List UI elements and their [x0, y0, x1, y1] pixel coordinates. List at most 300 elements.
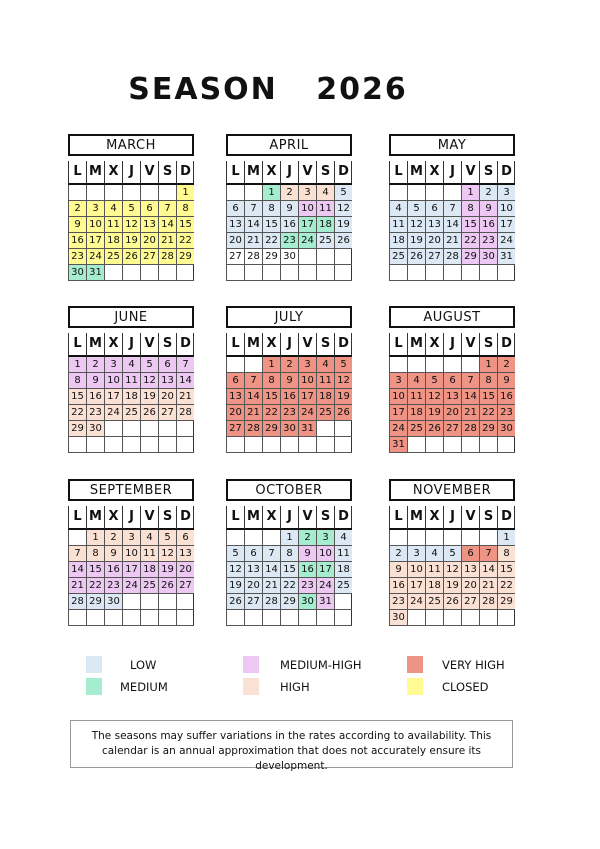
weekday-header: J — [280, 506, 298, 530]
weekday-header-row — [389, 506, 515, 530]
weekday-header: S — [479, 506, 497, 530]
day-cell: 18 — [407, 405, 425, 421]
weekday-header: J — [443, 506, 461, 530]
empty-cell — [334, 421, 352, 437]
day-cell: 5 — [122, 201, 140, 217]
day-cell: 24 — [497, 233, 515, 249]
day-grid — [68, 185, 194, 281]
weekday-header-row — [226, 161, 352, 185]
day-cell: 25 — [389, 249, 407, 265]
weekday-header: S — [316, 506, 334, 530]
month-name: MARCH — [68, 134, 194, 156]
empty-cell — [226, 357, 244, 373]
empty-cell — [407, 530, 425, 546]
empty-cell — [334, 610, 352, 626]
day-cell: 21 — [244, 405, 262, 421]
empty-cell — [158, 265, 176, 281]
day-cell: 29 — [479, 421, 497, 437]
day-cell: 14 — [176, 373, 194, 389]
month-july — [226, 306, 352, 453]
month-name: AUGUST — [389, 306, 515, 328]
day-cell: 6 — [425, 201, 443, 217]
day-cell: 16 — [68, 233, 86, 249]
empty-cell — [479, 437, 497, 453]
weekday-header: X — [425, 161, 443, 185]
day-cell: 14 — [68, 562, 86, 578]
weekday-header-row — [226, 333, 352, 357]
day-cell: 9 — [280, 201, 298, 217]
empty-cell — [226, 610, 244, 626]
day-cell: 28 — [244, 249, 262, 265]
empty-cell — [407, 185, 425, 201]
day-cell: 8 — [68, 373, 86, 389]
day-cell: 18 — [389, 233, 407, 249]
day-cell: 28 — [479, 594, 497, 610]
day-cell: 27 — [443, 421, 461, 437]
day-cell: 1 — [262, 185, 280, 201]
day-cell: 14 — [158, 217, 176, 233]
day-cell: 3 — [122, 530, 140, 546]
weekday-header-row — [389, 333, 515, 357]
day-cell: 14 — [262, 562, 280, 578]
weekday-header: V — [140, 333, 158, 357]
day-cell: 4 — [104, 201, 122, 217]
day-cell: 10 — [104, 373, 122, 389]
weekday-header: D — [497, 506, 515, 530]
day-cell: 30 — [389, 610, 407, 626]
day-cell: 3 — [497, 185, 515, 201]
day-cell: 17 — [407, 578, 425, 594]
empty-cell — [140, 421, 158, 437]
weekday-header: V — [298, 506, 316, 530]
day-cell: 30 — [104, 594, 122, 610]
day-cell: 13 — [425, 217, 443, 233]
day-cell: 12 — [443, 562, 461, 578]
month-may — [389, 134, 515, 281]
empty-cell — [176, 265, 194, 281]
weekday-header-row — [68, 506, 194, 530]
day-cell: 31 — [298, 421, 316, 437]
day-cell: 24 — [407, 594, 425, 610]
day-cell: 22 — [176, 233, 194, 249]
day-cell: 7 — [479, 546, 497, 562]
weekday-header: M — [86, 333, 104, 357]
day-cell: 26 — [226, 594, 244, 610]
day-cell: 21 — [443, 233, 461, 249]
empty-cell — [316, 265, 334, 281]
empty-cell — [158, 185, 176, 201]
day-cell: 27 — [461, 594, 479, 610]
day-cell: 5 — [140, 357, 158, 373]
day-cell: 12 — [158, 546, 176, 562]
day-cell: 16 — [104, 562, 122, 578]
day-cell: 12 — [140, 373, 158, 389]
day-cell: 22 — [479, 405, 497, 421]
empty-cell — [479, 610, 497, 626]
day-cell: 28 — [443, 249, 461, 265]
empty-cell — [262, 530, 280, 546]
empty-cell — [104, 421, 122, 437]
day-cell: 8 — [461, 201, 479, 217]
day-cell: 28 — [176, 405, 194, 421]
day-cell: 28 — [461, 421, 479, 437]
weekday-header: M — [244, 161, 262, 185]
day-cell: 30 — [298, 594, 316, 610]
day-cell: 27 — [226, 249, 244, 265]
legend-label-high: HIGH — [280, 680, 310, 694]
day-cell: 19 — [140, 389, 158, 405]
empty-cell — [425, 265, 443, 281]
empty-cell — [104, 437, 122, 453]
day-cell: 26 — [122, 249, 140, 265]
empty-cell — [389, 357, 407, 373]
weekday-header: X — [262, 506, 280, 530]
day-cell: 10 — [298, 201, 316, 217]
day-cell: 18 — [104, 233, 122, 249]
day-cell: 3 — [316, 530, 334, 546]
day-cell: 31 — [389, 437, 407, 453]
day-cell: 16 — [298, 562, 316, 578]
day-cell: 13 — [176, 546, 194, 562]
day-cell: 27 — [140, 249, 158, 265]
empty-cell — [497, 265, 515, 281]
day-cell: 10 — [86, 217, 104, 233]
day-cell: 6 — [226, 373, 244, 389]
day-cell: 14 — [244, 217, 262, 233]
empty-cell — [244, 530, 262, 546]
empty-cell — [461, 357, 479, 373]
empty-cell — [68, 437, 86, 453]
empty-cell — [122, 437, 140, 453]
weekday-header: D — [334, 333, 352, 357]
day-cell: 17 — [104, 389, 122, 405]
day-cell: 2 — [280, 357, 298, 373]
day-cell: 27 — [425, 249, 443, 265]
day-cell: 20 — [443, 405, 461, 421]
empty-cell — [443, 610, 461, 626]
weekday-header: D — [334, 161, 352, 185]
day-cell: 13 — [443, 389, 461, 405]
day-cell: 4 — [389, 201, 407, 217]
weekday-header: L — [389, 333, 407, 357]
weekday-header: L — [389, 506, 407, 530]
month-name: OCTOBER — [226, 479, 352, 501]
day-cell: 17 — [298, 217, 316, 233]
day-cell: 19 — [407, 233, 425, 249]
day-cell: 6 — [140, 201, 158, 217]
day-cell: 12 — [334, 201, 352, 217]
day-cell: 6 — [226, 201, 244, 217]
day-cell: 11 — [425, 562, 443, 578]
empty-cell — [104, 265, 122, 281]
day-cell: 23 — [389, 594, 407, 610]
empty-cell — [443, 530, 461, 546]
day-cell: 23 — [68, 249, 86, 265]
day-cell: 4 — [140, 530, 158, 546]
day-cell: 14 — [244, 389, 262, 405]
day-cell: 26 — [140, 405, 158, 421]
weekday-header: J — [443, 161, 461, 185]
day-cell: 16 — [389, 578, 407, 594]
weekday-header: V — [298, 161, 316, 185]
day-cell: 18 — [140, 562, 158, 578]
day-cell: 17 — [86, 233, 104, 249]
empty-cell — [68, 185, 86, 201]
empty-cell — [158, 610, 176, 626]
weekday-header: S — [158, 333, 176, 357]
legend-swatch-medium-high — [243, 656, 259, 673]
day-cell: 5 — [334, 185, 352, 201]
day-cell: 4 — [334, 530, 352, 546]
day-cell: 29 — [86, 594, 104, 610]
day-cell: 21 — [262, 578, 280, 594]
month-name: JUNE — [68, 306, 194, 328]
day-cell: 19 — [334, 217, 352, 233]
weekday-header: D — [497, 161, 515, 185]
empty-cell — [316, 421, 334, 437]
day-cell: 23 — [479, 233, 497, 249]
day-cell: 15 — [497, 562, 515, 578]
empty-cell — [176, 594, 194, 610]
day-cell: 17 — [122, 562, 140, 578]
day-cell: 23 — [280, 233, 298, 249]
empty-cell — [86, 185, 104, 201]
weekday-header: S — [316, 161, 334, 185]
month-august — [389, 306, 515, 453]
empty-cell — [479, 530, 497, 546]
page-title: SEASON 2026 — [128, 72, 408, 107]
empty-cell — [443, 185, 461, 201]
day-cell: 22 — [68, 405, 86, 421]
day-cell: 9 — [86, 373, 104, 389]
month-name: MAY — [389, 134, 515, 156]
day-cell: 21 — [244, 233, 262, 249]
day-cell: 19 — [158, 562, 176, 578]
empty-cell — [407, 610, 425, 626]
day-cell: 21 — [68, 578, 86, 594]
day-cell: 28 — [68, 594, 86, 610]
day-cell: 1 — [86, 530, 104, 546]
day-cell: 3 — [298, 357, 316, 373]
day-cell: 26 — [158, 578, 176, 594]
weekday-header-row — [68, 333, 194, 357]
day-cell: 2 — [479, 185, 497, 201]
weekday-header: X — [104, 333, 122, 357]
day-cell: 1 — [68, 357, 86, 373]
day-cell: 21 — [176, 389, 194, 405]
day-cell: 31 — [497, 249, 515, 265]
day-cell: 5 — [226, 546, 244, 562]
day-cell: 26 — [334, 233, 352, 249]
weekday-header: X — [104, 506, 122, 530]
day-cell: 24 — [122, 578, 140, 594]
day-cell: 26 — [407, 249, 425, 265]
day-cell: 4 — [122, 357, 140, 373]
day-cell: 21 — [461, 405, 479, 421]
weekday-header: L — [68, 333, 86, 357]
empty-cell — [443, 265, 461, 281]
day-cell: 24 — [86, 249, 104, 265]
day-cell: 20 — [140, 233, 158, 249]
empty-cell — [122, 421, 140, 437]
weekday-header: L — [389, 161, 407, 185]
day-cell: 5 — [158, 530, 176, 546]
day-cell: 1 — [176, 185, 194, 201]
day-grid — [68, 530, 194, 626]
day-cell: 17 — [316, 562, 334, 578]
day-cell: 6 — [443, 373, 461, 389]
day-cell: 25 — [425, 594, 443, 610]
weekday-header: V — [298, 333, 316, 357]
day-cell: 27 — [226, 421, 244, 437]
day-cell: 23 — [104, 578, 122, 594]
day-cell: 20 — [226, 233, 244, 249]
day-cell: 2 — [86, 357, 104, 373]
empty-cell — [244, 357, 262, 373]
day-cell: 22 — [262, 233, 280, 249]
day-cell: 16 — [280, 389, 298, 405]
day-cell: 21 — [158, 233, 176, 249]
weekday-header: M — [244, 333, 262, 357]
day-cell: 11 — [334, 546, 352, 562]
legend-swatch-very-high — [407, 656, 423, 673]
day-cell: 18 — [425, 578, 443, 594]
day-cell: 25 — [140, 578, 158, 594]
day-cell: 30 — [280, 249, 298, 265]
day-cell: 8 — [497, 546, 515, 562]
day-cell: 12 — [226, 562, 244, 578]
day-cell: 14 — [443, 217, 461, 233]
day-cell: 15 — [86, 562, 104, 578]
day-cell: 16 — [479, 217, 497, 233]
day-cell: 24 — [104, 405, 122, 421]
day-cell: 9 — [68, 217, 86, 233]
weekday-header: D — [176, 506, 194, 530]
day-grid — [68, 357, 194, 453]
empty-cell — [316, 610, 334, 626]
empty-cell — [461, 437, 479, 453]
weekday-header: L — [68, 506, 86, 530]
day-cell: 15 — [176, 217, 194, 233]
day-cell: 29 — [262, 421, 280, 437]
empty-cell — [425, 357, 443, 373]
day-cell: 29 — [68, 421, 86, 437]
day-cell: 19 — [443, 578, 461, 594]
empty-cell — [461, 610, 479, 626]
empty-cell — [244, 265, 262, 281]
legend-swatch-low — [86, 656, 102, 673]
day-cell: 22 — [262, 405, 280, 421]
empty-cell — [298, 610, 316, 626]
day-cell: 6 — [461, 546, 479, 562]
day-cell: 1 — [262, 357, 280, 373]
empty-cell — [316, 437, 334, 453]
day-cell: 12 — [425, 389, 443, 405]
weekday-header: S — [479, 161, 497, 185]
day-cell: 18 — [334, 562, 352, 578]
weekday-header: V — [461, 161, 479, 185]
legend-label-low: LOW — [130, 658, 157, 672]
day-cell: 22 — [497, 578, 515, 594]
day-cell: 20 — [226, 405, 244, 421]
day-cell: 11 — [104, 217, 122, 233]
day-cell: 18 — [316, 217, 334, 233]
empty-cell — [316, 249, 334, 265]
day-cell: 31 — [316, 594, 334, 610]
day-cell: 19 — [122, 233, 140, 249]
day-cell: 13 — [140, 217, 158, 233]
day-cell: 15 — [262, 217, 280, 233]
month-name: APRIL — [226, 134, 352, 156]
day-cell: 26 — [425, 421, 443, 437]
empty-cell — [262, 265, 280, 281]
empty-cell — [280, 437, 298, 453]
weekday-header: D — [497, 333, 515, 357]
day-cell: 30 — [86, 421, 104, 437]
day-cell: 27 — [176, 578, 194, 594]
day-grid — [226, 357, 352, 453]
day-cell: 24 — [298, 405, 316, 421]
legend-swatch-high — [243, 678, 259, 695]
day-cell: 2 — [298, 530, 316, 546]
day-cell: 5 — [334, 357, 352, 373]
day-grid — [389, 530, 515, 626]
weekday-header-row — [389, 161, 515, 185]
day-cell: 3 — [298, 185, 316, 201]
day-cell: 22 — [280, 578, 298, 594]
day-cell: 24 — [298, 233, 316, 249]
day-cell: 9 — [104, 546, 122, 562]
day-cell: 11 — [316, 201, 334, 217]
empty-cell — [298, 265, 316, 281]
day-cell: 15 — [68, 389, 86, 405]
empty-cell — [389, 185, 407, 201]
day-cell: 26 — [443, 594, 461, 610]
empty-cell — [479, 265, 497, 281]
day-cell: 25 — [407, 421, 425, 437]
day-cell: 13 — [158, 373, 176, 389]
day-cell: 28 — [158, 249, 176, 265]
empty-cell — [226, 437, 244, 453]
empty-cell — [407, 265, 425, 281]
empty-cell — [298, 437, 316, 453]
day-grid — [389, 185, 515, 281]
day-cell: 9 — [298, 546, 316, 562]
day-cell: 3 — [407, 546, 425, 562]
day-cell: 15 — [280, 562, 298, 578]
day-cell: 15 — [262, 389, 280, 405]
day-cell: 29 — [461, 249, 479, 265]
weekday-header: M — [407, 161, 425, 185]
day-cell: 10 — [298, 373, 316, 389]
day-cell: 10 — [497, 201, 515, 217]
day-cell: 27 — [244, 594, 262, 610]
empty-cell — [461, 530, 479, 546]
day-cell: 9 — [280, 373, 298, 389]
day-cell: 2 — [280, 185, 298, 201]
day-cell: 19 — [334, 389, 352, 405]
weekday-header: X — [262, 161, 280, 185]
empty-cell — [104, 185, 122, 201]
weekday-header: J — [122, 333, 140, 357]
day-cell: 11 — [389, 217, 407, 233]
empty-cell — [334, 265, 352, 281]
empty-cell — [140, 594, 158, 610]
legend-label-very-high: VERY HIGH — [442, 658, 505, 672]
day-cell: 18 — [316, 389, 334, 405]
empty-cell — [244, 185, 262, 201]
day-cell: 8 — [262, 373, 280, 389]
